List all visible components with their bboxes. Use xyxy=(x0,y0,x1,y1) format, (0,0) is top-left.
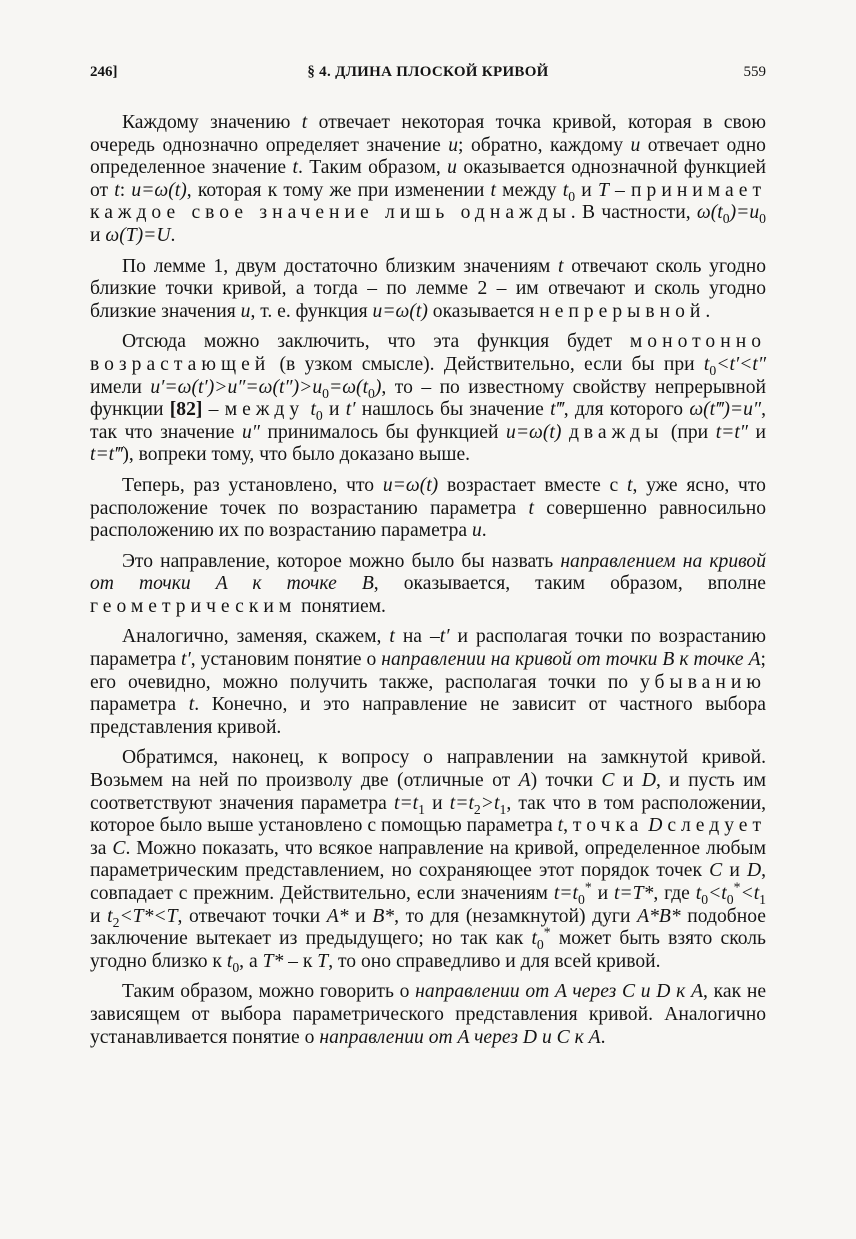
paragraph xyxy=(90,475,766,543)
text-run: оказывается xyxy=(427,300,540,322)
paragraph xyxy=(90,626,766,739)
italic-text: направлении от A через D и C к A xyxy=(319,1026,601,1048)
italic-text: D xyxy=(648,815,663,837)
text-run: . Конечно, и это направление не зависит от частного выбора представления кривой. xyxy=(90,694,766,738)
text-run: , где xyxy=(653,883,696,904)
italic-text: t xyxy=(226,950,233,972)
text-run: Обратимся, наконец, к вопросу о направлении на замкнутой кривой. Возьмем на ней по произволу две (отличные от xyxy=(90,747,766,792)
text-run: между xyxy=(495,179,563,201)
text-run: , так что значение xyxy=(90,399,766,443)
text-run: подобное заключение вытекает из предыдущего; но так как xyxy=(90,905,766,950)
text-run: и xyxy=(575,179,598,201)
italic-text: t=t‴ xyxy=(90,444,123,466)
text-run: 0 xyxy=(709,362,717,378)
text-run: на xyxy=(394,626,430,648)
italic-text: t xyxy=(188,694,195,716)
text-run: , которая к тому же при изменении xyxy=(186,179,491,201)
italic-text: t=t xyxy=(553,883,578,904)
italic-text: <t xyxy=(708,883,727,904)
italic-text: C xyxy=(601,770,615,792)
italic-text: <T*<T xyxy=(119,905,178,927)
text-run: 0 xyxy=(315,408,323,424)
spaced-emphasis: монотонно возрастающей xyxy=(90,331,766,375)
italic-text: u=ω(t) xyxy=(382,474,439,496)
italic-text: t xyxy=(107,905,113,927)
text-run: 0 xyxy=(568,188,576,204)
italic-text: u xyxy=(240,300,251,322)
italic-text: ω(t‴)=u″ xyxy=(689,399,762,421)
text-run: 2 xyxy=(473,801,481,817)
chapter-title: § 4. ДЛИНА ПЛОСКОЙ КРИВОЙ xyxy=(307,64,549,80)
italic-text: C xyxy=(709,860,723,882)
running-header xyxy=(90,64,766,88)
italic-text: u xyxy=(630,134,641,156)
text-run xyxy=(561,422,569,443)
paragraph xyxy=(90,551,766,619)
text-run: , отвечают точки xyxy=(177,905,327,927)
italic-text: C xyxy=(112,837,126,859)
text-run: принималось бы функцией xyxy=(259,421,507,443)
italic-text: t xyxy=(114,179,120,201)
text-run: 0 xyxy=(759,211,766,227)
text-run: Теперь, раз установлено, что xyxy=(122,474,383,496)
text-run: Аналогично, заменяя, скажем, xyxy=(122,626,390,648)
text-run: и xyxy=(614,770,642,792)
text-run: , для которого xyxy=(563,399,690,421)
text-run: . xyxy=(600,1026,606,1048)
italic-text: t xyxy=(528,497,534,519)
paragraph xyxy=(90,747,766,973)
text-run: , xyxy=(563,815,573,837)
italic-text: >t xyxy=(480,792,500,814)
text-run: , т. е. функция xyxy=(250,300,373,322)
text-run: * xyxy=(733,879,741,895)
text-run: , уже ясно, что расположение точек по возрастанию параметра xyxy=(90,474,766,519)
text-run: , установим понятие о xyxy=(190,649,382,671)
italic-text: ω(T)=U xyxy=(105,224,171,246)
text-run: – к xyxy=(283,950,318,972)
text-run: , так что в том расположении, которое было выше установлено с помощью параметра xyxy=(90,792,766,837)
text-run: [82] xyxy=(169,399,203,421)
text-run: , совпадает с прежним. Действительно, если значениям xyxy=(90,860,766,904)
italic-text: t=t xyxy=(449,792,474,814)
text-run: 0 xyxy=(322,385,329,401)
spaced-emphasis: дважды xyxy=(568,421,664,443)
text-run: и xyxy=(747,421,767,443)
italic-text: )=u xyxy=(729,202,760,224)
text-run: 1 xyxy=(499,801,507,817)
text-run: 2 xyxy=(112,914,120,930)
text-run: возрастает вместе с xyxy=(438,474,627,496)
paragraph xyxy=(90,112,766,248)
italic-text: B* xyxy=(372,905,395,927)
text-run: оказывается однозначной функцией от xyxy=(90,157,767,201)
text-run: 0 xyxy=(722,211,730,227)
italic-text: t xyxy=(558,255,564,277)
text-run: Таким образом, можно говорить о xyxy=(122,981,416,1003)
italic-text: u=ω(t) xyxy=(372,300,428,322)
italic-text: t xyxy=(531,928,537,950)
spaced-emphasis: убыванию xyxy=(640,671,766,693)
italic-text: t xyxy=(562,179,569,201)
text-run: 0 xyxy=(577,891,585,907)
paragraph xyxy=(90,331,766,467)
text-run: имели xyxy=(90,376,151,398)
text-run: отвечает одно определенное значение xyxy=(90,134,766,179)
spaced-emphasis: принимает каждое свое значение лишь однажды xyxy=(90,179,767,224)
text-run: 0 xyxy=(536,937,544,953)
spaced-emphasis: точка xyxy=(572,815,644,837)
text-run: ; обратно, каждому xyxy=(458,134,631,156)
text-run: и xyxy=(425,792,450,814)
text-run: Это направление, которое можно было бы назвать xyxy=(122,550,561,572)
italic-text: t xyxy=(310,399,316,421)
text-run: и xyxy=(591,883,614,904)
text-run: и располагая точки по возрастанию параметра xyxy=(90,626,766,671)
italic-text: A xyxy=(518,770,531,792)
italic-text: t′ xyxy=(181,649,191,671)
text-run: 1 xyxy=(418,801,425,817)
text-run: , как не зависящем от выбора параметрического представления кривой. Аналогично устанавливается понятие о xyxy=(90,981,767,1048)
text-run: может быть взято сколь угодно близко к xyxy=(90,928,766,972)
spaced-emphasis: геометрическим xyxy=(90,595,297,617)
text-run: . Можно показать, что всякое направление на кривой, определенное любым параметрическим представлением, но сохраняющее этот порядок точек xyxy=(90,837,766,882)
text-run: – xyxy=(608,179,632,201)
text-run: 1 xyxy=(759,891,766,907)
text-run: * xyxy=(584,879,592,895)
paragraph xyxy=(90,256,766,324)
text-run: , то – по известному свойству непрерывной функции xyxy=(90,376,767,421)
italic-text: <t′<t″ xyxy=(716,353,766,375)
text-run: . xyxy=(170,224,176,246)
italic-text: T xyxy=(317,950,329,972)
italic-text: ω(t xyxy=(696,202,723,224)
italic-text: t xyxy=(389,626,395,648)
italic-text: D xyxy=(641,770,656,792)
section-number: 246] xyxy=(90,64,118,80)
italic-text: A* xyxy=(326,905,349,927)
text-run: 0 xyxy=(232,959,240,975)
body-text xyxy=(90,112,766,1057)
italic-text: A*B* xyxy=(637,905,681,927)
text-run: . Таким образом, xyxy=(297,157,448,179)
italic-text: D xyxy=(746,860,762,882)
italic-text: t xyxy=(490,179,496,201)
italic-text: t xyxy=(292,157,298,179)
text-run: Каждому значению xyxy=(122,112,302,133)
text-run: , то оно справедливо и для всей кривой. xyxy=(328,950,661,972)
text-run: . xyxy=(481,520,487,542)
text-run: (в узком смысле). Действительно, если бы при xyxy=(270,353,704,375)
italic-text: <t xyxy=(740,883,760,904)
text-run: . В частности, xyxy=(570,202,697,224)
italic-text: =ω(t xyxy=(329,376,369,398)
text-run: совершенно равносильно расположению их по возрастанию параметра xyxy=(90,497,766,542)
italic-text: ) xyxy=(374,376,382,398)
italic-text: t xyxy=(301,112,308,133)
text-run: , то для (незамкнутой) дуги xyxy=(394,905,638,927)
spaced-emphasis: между xyxy=(224,399,305,421)
text-run: Отсюда можно заключить, что эта функция будет xyxy=(122,331,630,353)
italic-text: направлении от A через C и D к A xyxy=(415,981,704,1003)
italic-text: направлением на кривой от точки A к точке B xyxy=(90,550,766,595)
text-run: ; его очевидно, можно получить также, располагая точки по xyxy=(90,649,766,693)
italic-text: u xyxy=(447,157,457,179)
text-run: . xyxy=(705,300,711,322)
text-run: – xyxy=(202,399,225,421)
italic-text: u″ xyxy=(241,421,260,443)
text-run: 0 xyxy=(368,385,375,401)
spaced-emphasis: следует xyxy=(667,815,767,837)
text-run: (при xyxy=(663,421,716,443)
text-run: ) точки xyxy=(530,770,602,792)
italic-text: –t′ xyxy=(429,626,450,648)
italic-text: t′ xyxy=(345,399,356,421)
text-run: и xyxy=(722,860,747,882)
text-run: понятием. xyxy=(296,595,386,617)
text-run: за xyxy=(90,837,113,859)
italic-text: u′=ω(t′)>u″=ω(t″)>u xyxy=(150,376,323,398)
text-run: параметра xyxy=(90,694,189,716)
italic-text: t xyxy=(695,883,702,904)
italic-text: t xyxy=(557,815,564,837)
text-run: * xyxy=(543,924,551,940)
text-run: , а xyxy=(239,950,263,972)
text-run: отвечает некоторая точка кривой, которая в свою очередь однозначно определяет значение xyxy=(90,112,766,156)
text-run: 0 xyxy=(726,891,734,907)
italic-text: u xyxy=(448,134,459,156)
italic-text: u=ω(t) xyxy=(131,179,187,201)
text-run: отвечают сколь угодно близкие точки кривой, а тогда – по лемме 2 – им отвечают и сколь угодно близкие значения xyxy=(90,255,766,322)
text-run: , оказывается, таким образом, вполне xyxy=(373,573,766,595)
text-run: нашлось бы значение xyxy=(355,399,551,421)
italic-text: t=t″ xyxy=(715,421,748,443)
italic-text: t=t xyxy=(394,792,419,814)
paragraph xyxy=(90,981,766,1049)
page-number: 559 xyxy=(743,64,766,80)
text-run: и xyxy=(90,224,106,246)
italic-text: T* xyxy=(262,950,284,972)
text-run: и xyxy=(348,905,373,927)
italic-text: t=T* xyxy=(613,883,654,904)
italic-text: t xyxy=(703,353,710,375)
spaced-emphasis: непрерывной xyxy=(539,300,706,322)
text-run: и xyxy=(90,905,108,927)
text-run: : xyxy=(119,179,132,201)
text-run: 0 xyxy=(701,891,709,907)
text-run: , и пусть им соответствуют значения параметра xyxy=(90,770,766,814)
text-run: По лемме 1, двум достаточно близким значениям xyxy=(122,255,559,277)
italic-text: u=ω(t) xyxy=(506,421,562,443)
italic-text: t‴ xyxy=(550,399,564,421)
italic-text: направлении на кривой от точки B к точке A xyxy=(381,649,761,671)
italic-text: u xyxy=(471,520,482,542)
text-run: и xyxy=(322,399,346,421)
text-run: ), вопреки тому, что было доказано выше. xyxy=(122,444,471,466)
italic-text: T xyxy=(597,179,609,201)
italic-text: t xyxy=(627,474,633,496)
